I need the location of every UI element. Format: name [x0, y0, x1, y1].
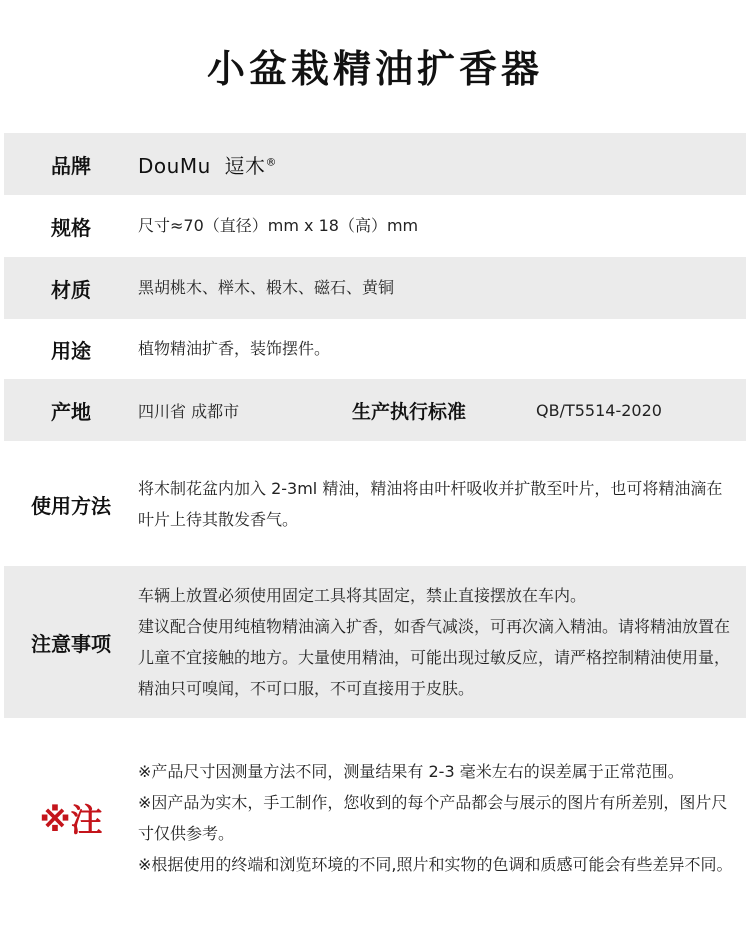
caution-line: 建议配合使用纯植物精油滴入扩香，如香气减淡，可再次滴入精油。请将精油放置在儿童不宜接触的地方。大量使用精油，可能出现过敏反应，请严格控制精油使用量，精油只可嗅闻，不可口服，不可直接用于皮肤。	[138, 617, 731, 698]
note-line: ※产品尺寸因测量方法不同，测量结果有 2-3 毫米左右的误差属于正常范围。	[138, 762, 684, 781]
registered-mark: ®	[265, 154, 277, 168]
origin-label: 产地	[51, 399, 91, 424]
note-row	[4, 738, 746, 898]
origin-content	[138, 397, 738, 424]
method-row	[4, 468, 746, 540]
usage-label: 用途	[51, 338, 91, 363]
spec-label: 规格	[51, 215, 91, 240]
usage-value: 植物精油扩香，装饰摆件。	[138, 339, 331, 358]
caution-row	[4, 566, 746, 718]
origin-value: 四川省 成都市	[138, 401, 240, 421]
spec-row	[4, 196, 746, 256]
standard-label: 生产执行标准	[352, 400, 467, 423]
material-value: 黑胡桃木、榉木、椴木、磁石、黄铜	[138, 278, 395, 297]
usage-row	[4, 320, 746, 378]
method-text: 将木制花盆内加入 2-3ml 精油，精油将由叶杆吸收并扩散至叶片，也可将精油滴在叶片上待其散发香气。	[138, 479, 723, 529]
material-label: 材质	[51, 277, 91, 302]
caution-text	[138, 580, 738, 704]
brand-name: DouMu 逗木	[138, 153, 266, 178]
brand-label: 品牌	[51, 153, 91, 178]
method-label: 使用方法	[31, 493, 111, 518]
caution-label: 注意事项	[31, 631, 111, 656]
page-title: 小盆栽精油扩香器	[206, 46, 543, 91]
origin-row	[4, 379, 746, 441]
note-text	[138, 756, 738, 880]
note-line: ※根据使用的终端和浏览环境的不同,照片和实物的色调和质感可能会有些差异不同。	[138, 855, 733, 874]
brand-value	[138, 150, 277, 179]
spec-value: 尺寸≈70（直径）mm x 18（高）mm	[138, 216, 419, 235]
note-label: ※注	[39, 801, 103, 839]
caution-line: 车辆上放置必须使用固定工具将其固定，禁止直接摆放在车内。	[138, 586, 587, 605]
brand-row	[4, 133, 746, 195]
standard-value: QB/T5514-2020	[536, 400, 662, 420]
material-row	[4, 257, 746, 319]
note-line: ※因产品为实木，手工制作，您收到的每个产品都会与展示的图片有所差别，图片尺寸仅供参考。	[138, 793, 728, 843]
